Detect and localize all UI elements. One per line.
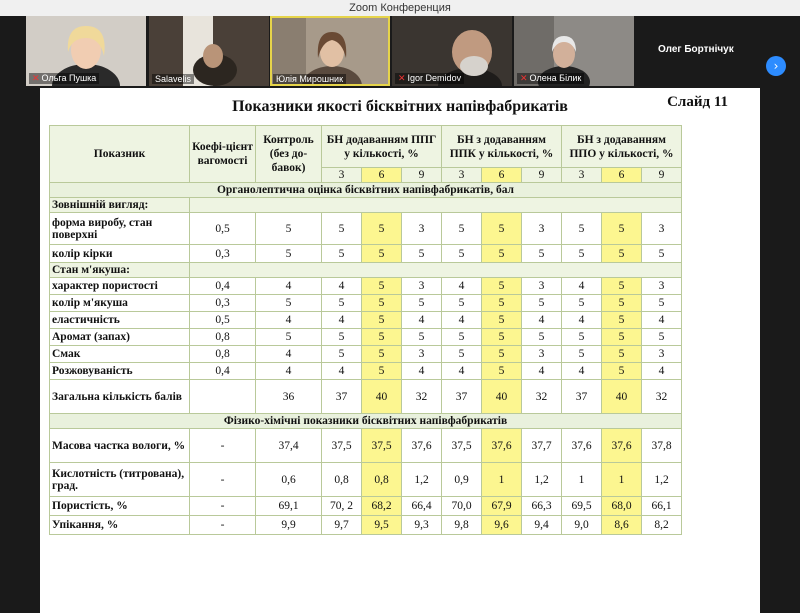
value-cell: 37,5	[362, 429, 402, 463]
value-cell: 5	[602, 295, 642, 312]
value-cell: 5	[362, 278, 402, 295]
value-cell: 37	[562, 380, 602, 414]
group-row	[50, 198, 682, 213]
value-cell: 9,7	[322, 516, 362, 535]
value-cell: 4	[642, 312, 682, 329]
value-cell: 5	[482, 329, 522, 346]
slide-title: Показники якості бісквітних напівфабрикатів	[232, 98, 568, 115]
value-cell: 3	[522, 278, 562, 295]
participant-tile-5[interactable]	[514, 16, 634, 86]
muted-mic-icon: ✕	[520, 73, 528, 83]
value-cell: 3	[522, 346, 562, 363]
value-cell: 5	[442, 245, 482, 263]
coef-cell: 0,8	[190, 329, 256, 346]
value-cell: 1,2	[402, 463, 442, 497]
value-cell: 5	[562, 346, 602, 363]
value-cell: 3	[402, 213, 442, 245]
value-cell: 5	[482, 312, 522, 329]
quality-table	[49, 125, 682, 535]
value-cell: 40	[362, 380, 402, 414]
control-cell: 5	[256, 295, 322, 312]
coef-cell: -	[190, 429, 256, 463]
control-cell: 4	[256, 278, 322, 295]
level-cell: 6	[602, 168, 642, 183]
participant-tile-3[interactable]	[270, 16, 390, 86]
coef-cell: 0,3	[190, 295, 256, 312]
value-cell: 5	[482, 245, 522, 263]
table-row	[50, 516, 682, 535]
row-label: Аромат (запах)	[50, 329, 190, 346]
value-cell: 4	[562, 363, 602, 380]
table-row	[50, 295, 682, 312]
section-physchem	[50, 414, 682, 429]
control-cell: 0,6	[256, 463, 322, 497]
value-cell: 5	[322, 329, 362, 346]
control-cell: 4	[256, 346, 322, 363]
control-cell: 5	[256, 329, 322, 346]
value-cell: 5	[362, 363, 402, 380]
coef-cell: 0,8	[190, 346, 256, 363]
row-label: колір м'якуша	[50, 295, 190, 312]
control-cell: 9,9	[256, 516, 322, 535]
value-cell: 4	[442, 363, 482, 380]
coef-cell: 0,4	[190, 278, 256, 295]
table-row	[50, 497, 682, 516]
group-row	[50, 263, 682, 278]
next-page-button[interactable]	[766, 56, 786, 76]
header-indicator: Показник	[50, 126, 190, 183]
participant-strip	[0, 16, 800, 88]
value-cell: 1,2	[522, 463, 562, 497]
value-cell: 4	[562, 278, 602, 295]
value-cell: 37,5	[442, 429, 482, 463]
value-cell: 37,7	[522, 429, 562, 463]
value-cell: 5	[562, 245, 602, 263]
window-title: Zoom Конференция	[0, 0, 800, 16]
value-cell: 5	[402, 329, 442, 346]
value-cell: 5	[522, 245, 562, 263]
value-cell: 5	[362, 295, 402, 312]
value-cell: 5	[322, 245, 362, 263]
participant-name-4: ✕ Igor Demidov	[395, 73, 464, 84]
level-cell: 3	[442, 168, 482, 183]
row-label: колір кірки	[50, 245, 190, 263]
value-cell: 5	[322, 295, 362, 312]
value-cell: 40	[602, 380, 642, 414]
table-row	[50, 346, 682, 363]
value-cell: 9,8	[442, 516, 482, 535]
row-label: Упікання, %	[50, 516, 190, 535]
level-cell: 9	[522, 168, 562, 183]
value-cell: 3	[642, 346, 682, 363]
value-cell: 4	[642, 363, 682, 380]
value-cell: 5	[482, 363, 522, 380]
value-cell: 5	[362, 312, 402, 329]
table-row	[50, 312, 682, 329]
control-cell: 36	[256, 380, 322, 414]
shared-slide	[40, 88, 760, 613]
value-cell: 5	[482, 295, 522, 312]
row-label: Загальна кількість балів	[50, 380, 190, 414]
level-cell: 6	[482, 168, 522, 183]
value-cell: 5	[602, 278, 642, 295]
control-cell: 5	[256, 245, 322, 263]
value-cell: 5	[602, 363, 642, 380]
value-cell: 68,0	[602, 497, 642, 516]
header-group-ppo: БН з додаванням ППО у кількості, %	[562, 126, 682, 168]
value-cell: 4	[442, 312, 482, 329]
header-group-ppk: БН з додаванням ППК у кількості, %	[442, 126, 562, 168]
muted-mic-icon: ✕	[398, 73, 406, 83]
value-cell: 4	[322, 363, 362, 380]
value-cell: 4	[562, 312, 602, 329]
value-cell: 9,3	[402, 516, 442, 535]
control-cell: 4	[256, 363, 322, 380]
value-cell: 0,9	[442, 463, 482, 497]
value-cell: 5	[442, 295, 482, 312]
value-cell: 67,9	[482, 497, 522, 516]
row-label: характер пористості	[50, 278, 190, 295]
coef-cell: -	[190, 516, 256, 535]
value-cell: 4	[322, 278, 362, 295]
value-cell: 5	[442, 346, 482, 363]
value-cell: 5	[482, 213, 522, 245]
value-cell: 5	[362, 329, 402, 346]
value-cell: 5	[402, 245, 442, 263]
value-cell: 5	[322, 213, 362, 245]
value-cell: 37	[442, 380, 482, 414]
row-label: Смак	[50, 346, 190, 363]
value-cell: 66,1	[642, 497, 682, 516]
value-cell: 9,4	[522, 516, 562, 535]
value-cell: 5	[602, 213, 642, 245]
coef-cell: 0,5	[190, 312, 256, 329]
value-cell: 32	[402, 380, 442, 414]
control-cell: 4	[256, 312, 322, 329]
value-cell: 5	[602, 346, 642, 363]
active-speaker-name: Олег Бортнічук	[658, 44, 734, 55]
participant-name-5: ✕ Олена Білик	[517, 73, 584, 84]
header-control: Контроль (без до-бавок)	[256, 126, 322, 183]
participant-tile-1[interactable]	[26, 16, 146, 86]
value-cell: 40	[482, 380, 522, 414]
value-cell: 8,2	[642, 516, 682, 535]
value-cell: 0,8	[322, 463, 362, 497]
participant-tile-4[interactable]	[392, 16, 512, 86]
value-cell: 4	[322, 312, 362, 329]
control-cell: 37,4	[256, 429, 322, 463]
value-cell: 3	[642, 213, 682, 245]
value-cell: 4	[442, 278, 482, 295]
control-cell: 69,1	[256, 497, 322, 516]
group-label: Зовнішній вигляд:	[50, 198, 190, 213]
value-cell: 37,6	[562, 429, 602, 463]
table-row	[50, 245, 682, 263]
row-label: еластичність	[50, 312, 190, 329]
value-cell: 4	[522, 363, 562, 380]
value-cell: 5	[322, 346, 362, 363]
value-cell: 66,4	[402, 497, 442, 516]
row-label: Розжовуваність	[50, 363, 190, 380]
level-cell: 3	[562, 168, 602, 183]
value-cell: 1,2	[642, 463, 682, 497]
table-row	[50, 463, 682, 497]
group-filler	[190, 263, 682, 278]
row-label: Кислотність (титрована), град.	[50, 463, 190, 497]
value-cell: 5	[602, 312, 642, 329]
value-cell: 66,3	[522, 497, 562, 516]
section-title: Фізико-хімічні показники бісквітних напівфабрикатів	[50, 414, 682, 429]
section-title: Органолептична оцінка бісквітних напівфабрикатів, бал	[50, 183, 682, 198]
participant-name-3: Юлія Мирошник	[273, 74, 346, 84]
level-cell: 9	[402, 168, 442, 183]
level-cell: 3	[322, 168, 362, 183]
value-cell: 5	[642, 329, 682, 346]
value-cell: 3	[642, 278, 682, 295]
level-cell: 6	[362, 168, 402, 183]
section-organoleptic	[50, 183, 682, 198]
value-cell: 68,2	[362, 497, 402, 516]
value-cell: 37	[322, 380, 362, 414]
value-cell: 5	[362, 245, 402, 263]
value-cell: 1	[562, 463, 602, 497]
value-cell: 5	[362, 346, 402, 363]
participant-name-2: Salavelis	[152, 74, 194, 84]
value-cell: 69,5	[562, 497, 602, 516]
value-cell: 3	[522, 213, 562, 245]
value-cell: 5	[642, 295, 682, 312]
coef-cell: -	[190, 463, 256, 497]
value-cell: 32	[522, 380, 562, 414]
value-cell: 8,6	[602, 516, 642, 535]
coef-cell: 0,4	[190, 363, 256, 380]
value-cell: 5	[642, 245, 682, 263]
value-cell: 37,6	[602, 429, 642, 463]
value-cell: 9,5	[362, 516, 402, 535]
participant-tile-2[interactable]	[149, 16, 269, 86]
value-cell: 5	[402, 295, 442, 312]
table-row	[50, 213, 682, 245]
value-cell: 5	[562, 295, 602, 312]
value-cell: 37,6	[402, 429, 442, 463]
value-cell: 1	[602, 463, 642, 497]
chevron-right-icon: ›	[773, 59, 779, 73]
value-cell: 0,8	[362, 463, 402, 497]
value-cell: 5	[362, 213, 402, 245]
value-cell: 3	[402, 278, 442, 295]
table-row	[50, 380, 682, 414]
value-cell: 5	[602, 245, 642, 263]
group-filler	[190, 198, 682, 213]
row-label: форма виробу, стан поверхні	[50, 213, 190, 245]
table-body	[50, 183, 682, 535]
participant-name-1: ✕ Ольга Пушка	[29, 73, 99, 84]
value-cell: 5	[522, 295, 562, 312]
value-cell: 37,8	[642, 429, 682, 463]
table-row	[50, 329, 682, 346]
value-cell: 70,0	[442, 497, 482, 516]
value-cell: 5	[442, 213, 482, 245]
value-cell: 5	[602, 329, 642, 346]
group-label: Стан м'якуша:	[50, 263, 190, 278]
row-label: Масова частка вологи, %	[50, 429, 190, 463]
table-header-row	[50, 126, 682, 168]
table-row	[50, 363, 682, 380]
value-cell: 4	[402, 363, 442, 380]
value-cell: 3	[402, 346, 442, 363]
value-cell: 1	[482, 463, 522, 497]
value-cell: 5	[442, 329, 482, 346]
value-cell: 5	[562, 213, 602, 245]
level-cell: 9	[642, 168, 682, 183]
control-cell: 5	[256, 213, 322, 245]
value-cell: 37,6	[482, 429, 522, 463]
coef-cell: 0,5	[190, 213, 256, 245]
row-label: Пористість, %	[50, 497, 190, 516]
value-cell: 4	[402, 312, 442, 329]
muted-mic-icon: ✕	[32, 73, 40, 83]
value-cell: 5	[482, 278, 522, 295]
coef-cell	[190, 380, 256, 414]
value-cell: 70, 2	[322, 497, 362, 516]
coef-cell: -	[190, 497, 256, 516]
value-cell: 4	[522, 312, 562, 329]
coef-cell: 0,3	[190, 245, 256, 263]
value-cell: 32	[642, 380, 682, 414]
table-row	[50, 278, 682, 295]
value-cell: 37,5	[322, 429, 362, 463]
header-group-ppg: БН додаванням ППГ у кількості, %	[322, 126, 442, 168]
header-coef: Коефі-цієнт вагомості	[190, 126, 256, 183]
value-cell: 9,0	[562, 516, 602, 535]
table-row	[50, 429, 682, 463]
value-cell: 5	[482, 346, 522, 363]
slide-number: Слайд 11	[667, 94, 728, 110]
value-cell: 5	[522, 329, 562, 346]
value-cell: 9,6	[482, 516, 522, 535]
value-cell: 5	[562, 329, 602, 346]
